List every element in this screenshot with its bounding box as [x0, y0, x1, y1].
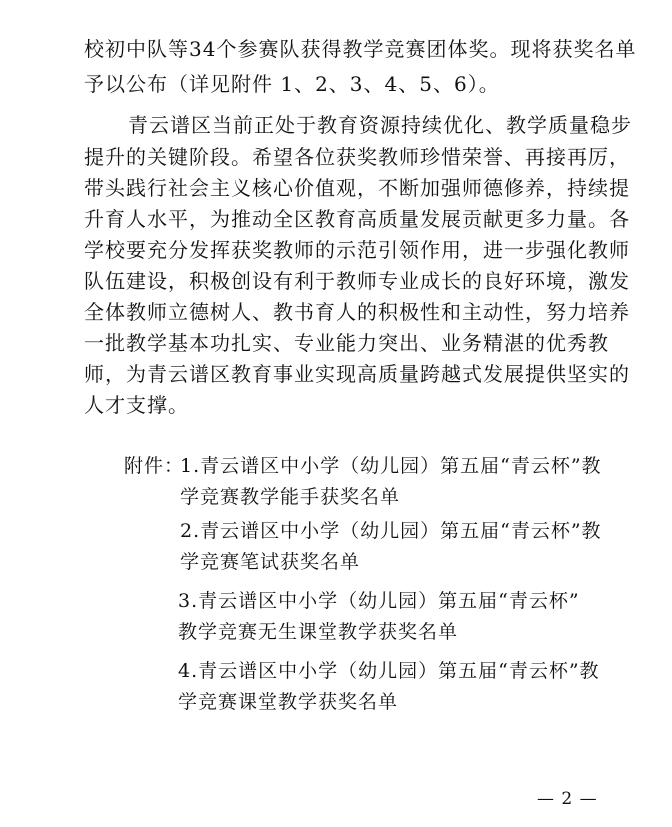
paragraph2-line-1: 青云谱区当前正处于教育资源持续优化、教学质量稳步: [128, 113, 632, 137]
paragraph2-line-6: 队伍建设，积极创设有利于教师专业成长的良好环境，激发: [84, 269, 630, 293]
page-number: — 2 —: [537, 789, 598, 809]
attachments-label: 附件：: [124, 455, 185, 477]
paragraph2-line-8: 一批教学基本功扎实、专业能力突出、业务精湛的优秀教: [84, 331, 609, 355]
attachment-3-line-1: 3.青云谱区中小学（幼儿园）第五届“青云杯”: [178, 590, 580, 612]
attachment-3-line-2: 教学竞赛无生课堂教学获奖名单: [178, 621, 459, 643]
paragraph2-line-5: 学校要充分发挥获奖教师的示范引领作用，进一步强化教师: [84, 238, 630, 262]
paragraph1-line-1: 校初中队等34个参赛队获得教学竞赛团体奖。现将获奖名单: [84, 37, 637, 61]
paragraph2-line-10: 人才支撑。: [84, 393, 189, 417]
attachment-4-line-2: 学竞赛课堂教学获奖名单: [178, 691, 399, 713]
paragraph2-line-4: 升育人水平，为推动全区教育高质量发展贡献更多力量。各: [84, 207, 630, 231]
attachment-2-line-2: 学竞赛笔试获奖名单: [180, 551, 361, 573]
attachment-1-line-1: 1.青云谱区中小学（幼儿园）第五届“青云杯”教: [180, 455, 602, 477]
paragraph2-line-2: 提升的关键阶段。希望各位获奖教师珍惜荣誉、再接再厉，: [84, 145, 630, 169]
paragraph2-line-9: 师，为青云谱区教育事业实现高质量跨越式发展提供坚实的: [84, 362, 630, 386]
attachment-2-line-1: 2.青云谱区中小学（幼儿园）第五届“青云杯”教: [180, 520, 602, 542]
attachment-1-line-2: 学竞赛教学能手获奖名单: [180, 486, 401, 508]
paragraph2-line-7: 全体教师立德树人、教书育人的积极性和主动性，努力培养: [84, 300, 630, 324]
attachment-4-line-1: 4.青云谱区中小学（幼儿园）第五届“青云杯”教: [178, 660, 600, 682]
paragraph1-line-2: 予以公布（详见附件 1、2、3、4、5、6）。: [84, 72, 500, 96]
paragraph2-line-3: 带头践行社会主义核心价值观，不断加强师德修养，持续提: [84, 176, 630, 200]
